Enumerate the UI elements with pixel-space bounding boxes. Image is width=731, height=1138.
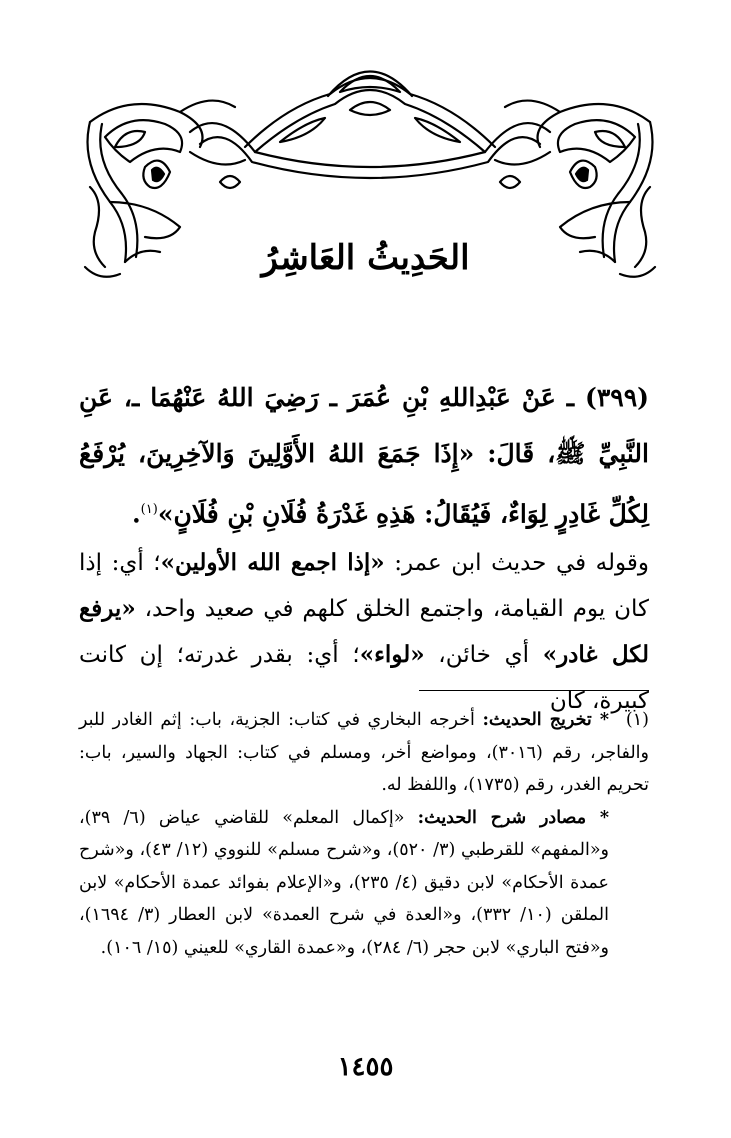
footnote-sources	[79, 802, 649, 965]
hadith-body: (٣٩٩) ـ عَنْ عَبْدِاللهِ بْنِ عُمَرَ ـ رَضِيَ اللهُ عَنْهُمَا ـ، عَنِ النَّبِيِّ ﷺ، قَالَ: «إِذَا جَمَعَ اللهُ الأَوَّلِينَ وَالآخِرِينَ، يُرْفَعُ لِكُلِّ غَادِرٍ لِوَاءٌ، فَيُقَالُ: هَذِهِ غَدْرَةُ فُلَانِ بْنِ فُلَانٍ»	[79, 383, 649, 529]
commentary-text-4: ؛ أي: بقدر غدرته؛ إن كانت كبيرة، كان	[79, 642, 649, 714]
commentary-quote-2: «يرفع لكل غادر»	[79, 595, 650, 668]
page-number: ١٤٥٥	[337, 1052, 394, 1082]
sources-label: * مصادر شرح الحديث:	[417, 807, 609, 828]
footnote-reference[interactable]: (١)	[140, 502, 158, 517]
chapter-title: الحَدِيثُ العَاشِرُ	[261, 238, 470, 278]
commentary-quote-3: «لواء»	[359, 641, 425, 668]
commentary-text-1: وقوله في حديث ابن عمر:	[384, 550, 649, 576]
takhrij-text: أخرجه البخاري في كتاب: الجزية، باب: إثم الغادر للبر والفاجر، رقم (٣٠١٦)، ومواضع أخر، ومسلم في كتاب: الجهاد والسير، باب: تحريم الغدر، رقم (١٧٣٥)، واللفظ له.	[79, 710, 649, 795]
commentary-paragraph	[79, 540, 649, 724]
footnote-separator	[419, 690, 649, 691]
hadith-end: .	[131, 499, 141, 529]
footnote-number: (١)	[625, 710, 649, 730]
footnote-takhrij	[79, 704, 649, 802]
hadith-text	[79, 370, 649, 542]
commentary-quote-1: «إذا اجمع الله الأولين»	[160, 549, 385, 576]
commentary-text-2: ؛ أي: إذا كان يوم القيامة، واجتمع الخلق كلهم في صعيد واحد،	[79, 550, 649, 622]
sources-text: «إكمال المعلم» للقاضي عياض (٦/ ٣٩)، و«المفهم» للقرطبي (٣/ ٥٢٠)، و«شرح مسلم» للنووي (١٢/ ٤٣)، و«شرح عمدة الأحكام» لابن دقيق (٤/ ٢٣٥)، و«الإعلام بفوائد عمدة الأحكام» لابن الملقن (١٠/ ٣٣٢)، و«العدة في شرح العمدة» لابن العطار (٣/ ١٦٩٤)، و«فتح الباري» لابن حجر (٦/ ٢٨٤)، و«عمدة القاري» للعيني (١٥/ ١٠٦).	[79, 807, 609, 958]
commentary-text-3: أي خائن،	[424, 642, 543, 668]
takhrij-label: * تخريج الحديث:	[482, 710, 609, 730]
footnotes	[79, 704, 649, 964]
